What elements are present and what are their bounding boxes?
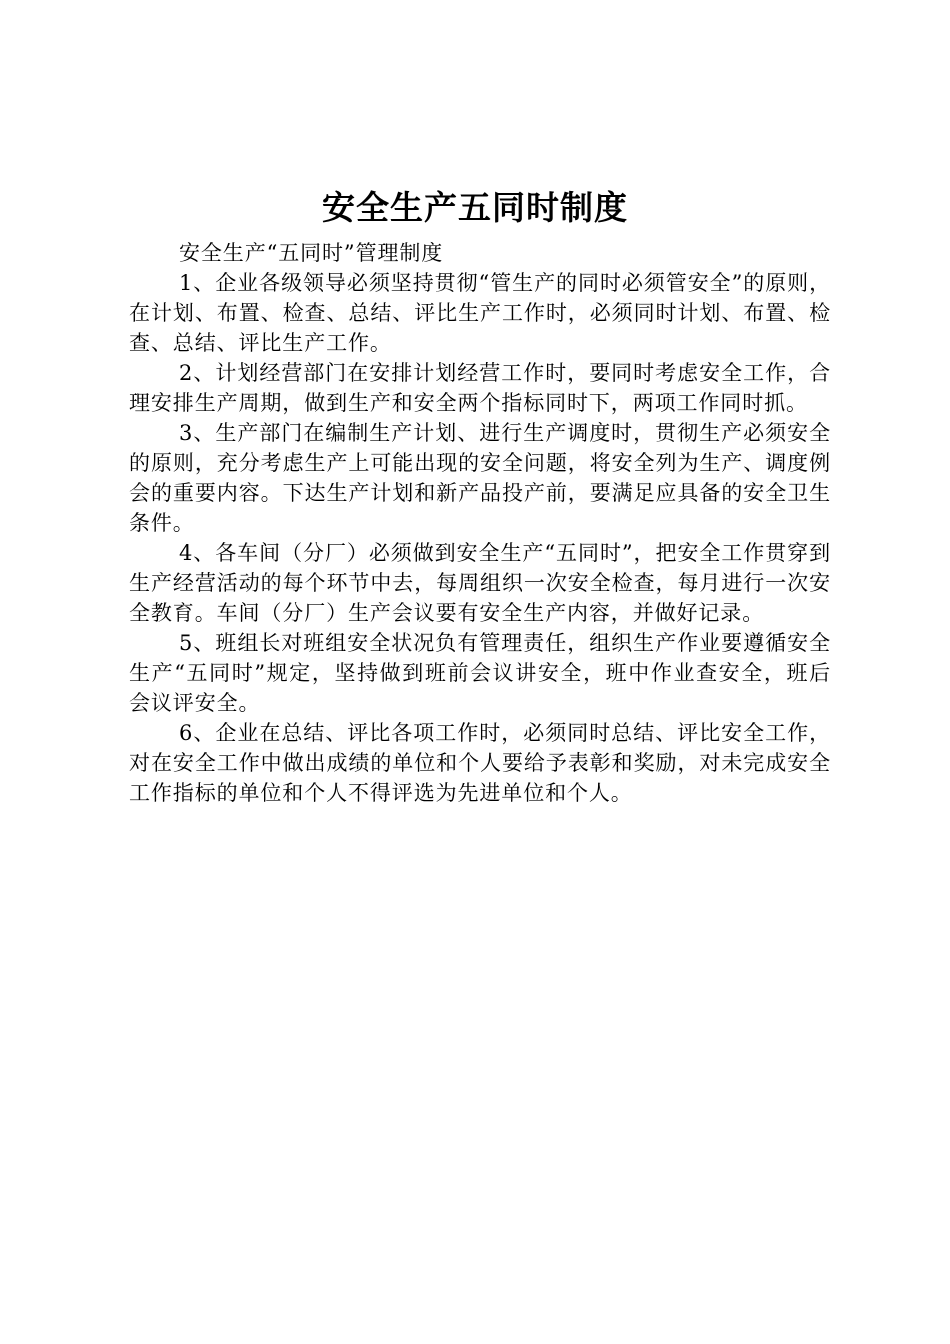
document-subtitle: 安全生产“五同时”管理制度 [179,241,444,265]
paragraph-3: 3、生产部门在编制生产计划、进行生产调度时，贯彻生产必须安全的原则，充分考虑生产上可能出现的安全问题，将安全列为生产、调度例会的重要内容。下达生产计划和新产品投产前，要满足应具备的安全卫生条件。 [129,421,831,535]
paragraph-6: 6、企业在总结、评比各项工作时，必须同时总结、评比安全工作，对在安全工作中做出成绩的单位和个人要给予表彰和奖励，对未完成安全工作指标的单位和个人不得评选为先进单位和个人。 [129,721,831,805]
document-title: 安全生产五同时制度 [322,188,628,227]
paragraph-5: 5、班组长对班组安全状况负有管理责任，组织生产作业要遵循安全生产“五同时”规定，坚持做到班前会议讲安全，班中作业查安全，班后会议评安全。 [129,631,831,715]
paragraph-2: 2、计划经营部门在安排计划经营工作时，要同时考虑安全工作，合理安排生产周期，做到生产和安全两个指标同时下，两项工作同时抓。 [129,361,831,415]
document-body [129,238,831,808]
paragraph-1: 1、企业各级领导必须坚持贯彻“管生产的同时必须管安全”的原则，在计划、布置、检查、总结、评比生产工作时，必须同时计划、布置、检查、总结、评比生产工作。 [129,271,831,355]
paragraph-4: 4、各车间（分厂）必须做到安全生产“五同时”，把安全工作贯穿到生产经营活动的每个环节中去，每周组织一次安全检查，每月进行一次安全教育。车间（分厂）生产会议要有安全生产内容，并做好记录。 [129,541,831,625]
